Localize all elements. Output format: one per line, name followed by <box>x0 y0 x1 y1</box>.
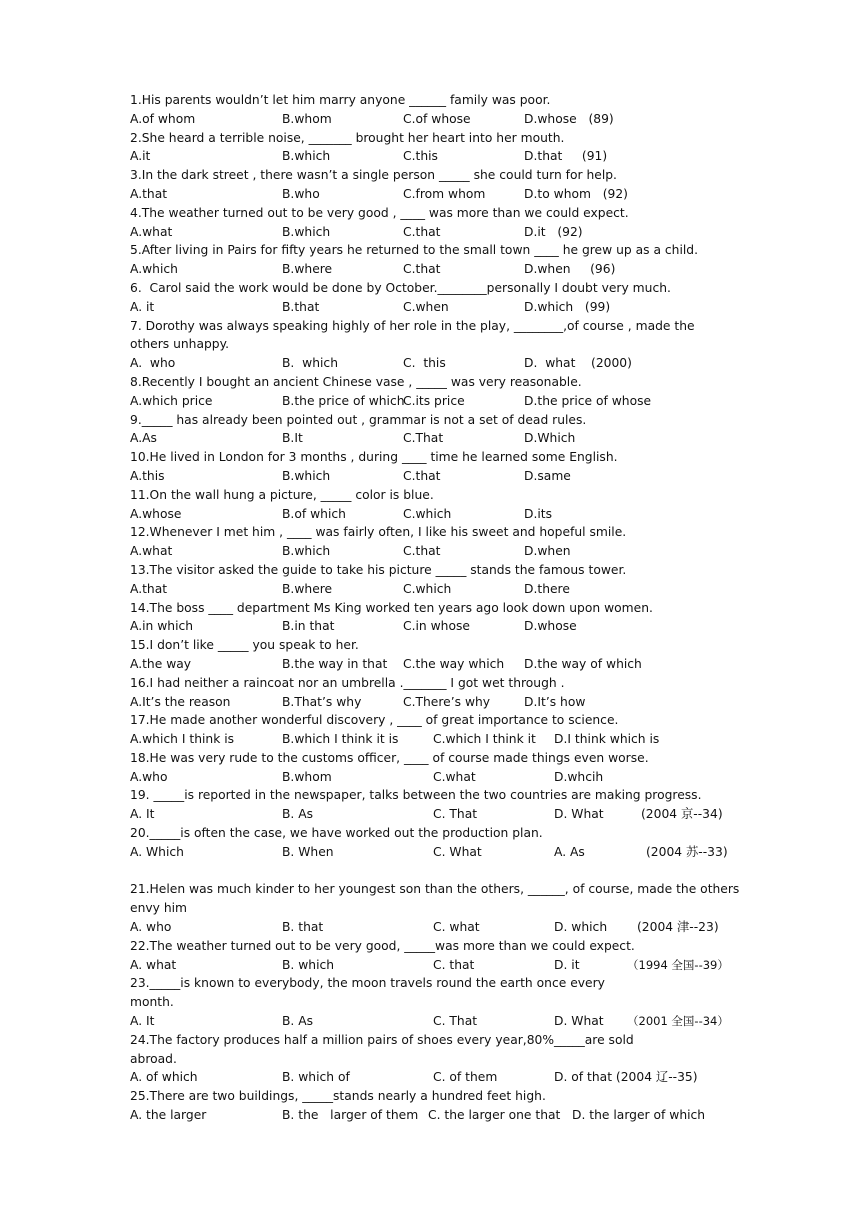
source-tag: (2004 津--23) <box>637 920 719 935</box>
option-d: D.which (99) <box>524 299 611 314</box>
question-14-text: 14.The boss ____ department Ms King worked ten years ago look down upon women. <box>130 600 653 615</box>
question-12-text: 12.Whenever I met him , ____ was fairly often, I like his sweet and hopeful smile. <box>130 525 627 540</box>
option-d: D.whose <box>524 619 577 634</box>
option-c: C.the way which <box>403 656 505 671</box>
option-b: B.where <box>282 262 333 277</box>
question-list <box>130 91 770 1125</box>
question-15-text: 15.I don’t like _____ you speak to her. <box>130 638 359 653</box>
option-d: D.same <box>524 468 571 483</box>
option-c: C. That <box>433 1014 478 1029</box>
option-d: D.to whom (92) <box>524 186 628 201</box>
question-22-options <box>130 956 770 975</box>
option-a: A.which I think is <box>130 732 235 747</box>
option-d: D.I think which is <box>554 732 660 747</box>
option-d: D. of that (2004 辽--35) <box>554 1070 698 1085</box>
option-b: B.It <box>282 431 303 446</box>
option-b: B.in that <box>282 619 335 634</box>
question-11-text: 11.On the wall hung a picture, _____ color is blue. <box>130 487 434 502</box>
option-b: B.which <box>282 224 331 239</box>
option-c: C.in whose <box>403 619 470 634</box>
question-3-text: 3.In the dark street , there wasn’t a single person _____ she could turn for help. <box>130 168 617 183</box>
option-b: B.which <box>282 544 331 559</box>
option-d: D.It’s how <box>524 694 586 709</box>
question-25-text: 25.There are two buildings, _____stands nearly a hundred feet high. <box>130 1089 546 1104</box>
question-22-text: 22.The weather turned out to be very good, _____was more than we could expect. <box>130 938 635 953</box>
question-13-text: 13.The visitor asked the guide to take his picture _____ stands the famous tower. <box>130 562 627 577</box>
question-9-options <box>130 429 770 448</box>
option-b: B. which <box>282 957 335 972</box>
question-9-text: 9._____ has already been pointed out , grammar is not a set of dead rules. <box>130 412 587 427</box>
option-a: A. it <box>130 299 155 314</box>
question-7-options <box>130 354 770 373</box>
option-a: A.which <box>130 262 178 277</box>
question-18-options <box>130 768 770 787</box>
option-b: B.whom <box>282 769 332 784</box>
question-20-text: 20._____is often the case, we have worked out the production plan. <box>130 826 543 841</box>
option-a: A.the way <box>130 656 192 671</box>
question-7-text: 7. Dorothy was always speaking highly of her role in the play, ________,of course , made the others unhappy. <box>130 318 695 352</box>
option-b: B.where <box>282 581 333 596</box>
option-a: A. the larger <box>130 1108 207 1123</box>
option-b: B.the price of which <box>282 393 405 408</box>
question-14-options <box>130 617 770 636</box>
option-d: A. As <box>554 844 585 859</box>
option-c: C.that <box>403 544 441 559</box>
option-a: A.this <box>130 468 165 483</box>
question-19-text: 19. _____is reported in the newspaper, talks between the two countries are making progress. <box>130 788 702 803</box>
option-d: D. the larger of which <box>572 1108 706 1123</box>
option-a: A. It <box>130 1014 155 1029</box>
option-c: C. that <box>433 957 475 972</box>
option-a: A. who <box>130 920 172 935</box>
option-b: B. which of <box>282 1070 350 1085</box>
question-2-options <box>130 147 770 166</box>
option-a: A.that <box>130 581 168 596</box>
option-c: C.which <box>403 581 452 596</box>
option-c: C.that <box>403 468 441 483</box>
question-25-options <box>130 1106 770 1125</box>
option-d: D. What <box>554 807 604 822</box>
option-c: C.which I think it <box>433 732 536 747</box>
question-23-options <box>130 1012 770 1031</box>
option-b: B.That’s why <box>282 694 362 709</box>
option-d: D. which <box>554 920 608 935</box>
question-11-options <box>130 505 770 524</box>
option-b: B.which I think it is <box>282 732 399 747</box>
option-c: C.its price <box>403 393 465 408</box>
question-21-options <box>130 918 770 937</box>
question-17-text: 17.He made another wonderful discovery , ____ of great importance to science. <box>130 713 619 728</box>
option-c: C.which <box>403 506 452 521</box>
option-b: B.who <box>282 186 320 201</box>
option-b: B.that <box>282 299 320 314</box>
option-b: B.whom <box>282 111 332 126</box>
spacer <box>130 862 770 881</box>
option-b: B. the larger of them <box>282 1108 419 1123</box>
question-2-text: 2.She heard a terrible noise, _______ brought her heart into her mouth. <box>130 130 565 145</box>
option-a: A.what <box>130 224 173 239</box>
option-c: C. of them <box>433 1070 498 1085</box>
question-1-options <box>130 110 770 129</box>
question-6-options <box>130 298 770 317</box>
question-8-text: 8.Recently I bought an ancient Chinese vase , _____ was very reasonable. <box>130 374 582 389</box>
option-c: C.that <box>403 262 441 277</box>
option-c: C.that <box>403 224 441 239</box>
option-a: A. Which <box>130 844 184 859</box>
option-d: D.the way of which <box>524 656 642 671</box>
option-c: C. what <box>433 920 480 935</box>
option-c: C.when <box>403 299 449 314</box>
question-15-options <box>130 655 770 674</box>
question-6-text: 6. Carol said the work would be done by October.________personally I doubt very much. <box>130 280 671 295</box>
option-c: C. this <box>403 356 446 371</box>
option-c: C. the larger one that <box>428 1108 561 1123</box>
question-20-options <box>130 843 770 862</box>
option-a: A.in which <box>130 619 194 634</box>
question-23-text: 23._____is known to everybody, the moon travels round the earth once every month. <box>130 976 605 1010</box>
option-a: A.of whom <box>130 111 196 126</box>
option-b: B.of which <box>282 506 346 521</box>
option-b: B. When <box>282 844 334 859</box>
option-d: D.there <box>524 581 570 596</box>
question-8-options <box>130 392 770 411</box>
option-d: D. it <box>554 957 580 972</box>
question-1-text: 1.His parents wouldn’t let him marry anyone ______ family was poor. <box>130 93 551 107</box>
question-3-options <box>130 185 770 204</box>
option-d: D. what (2000) <box>524 356 632 371</box>
option-b: B.the way in that <box>282 656 388 671</box>
question-12-options <box>130 542 770 561</box>
option-a: A.whose <box>130 506 182 521</box>
option-c: C. That <box>433 807 478 822</box>
option-a: A.it <box>130 149 151 164</box>
question-10-text: 10.He lived in London for 3 months , during ____ time he learned some English. <box>130 450 618 465</box>
option-d: D.it (92) <box>524 224 583 239</box>
option-b: B.which <box>282 468 331 483</box>
question-4-options <box>130 223 770 242</box>
question-5-text: 5.After living in Pairs for fifty years he returned to the small town ____ he grew up as a child. <box>130 243 698 258</box>
option-b: B. As <box>282 807 314 822</box>
question-5-options <box>130 260 770 279</box>
option-a: A. It <box>130 807 155 822</box>
question-10-options <box>130 467 770 486</box>
option-c: C.this <box>403 149 438 164</box>
question-21-text: 21.Helen was much kinder to her youngest son than the others, ______, of course, made the others envy him <box>130 882 740 916</box>
option-a: A. what <box>130 957 177 972</box>
option-d: D.whose (89) <box>524 111 614 126</box>
option-d: D.the price of whose <box>524 393 652 408</box>
option-c: C.what <box>433 769 476 784</box>
option-d: D.when (96) <box>524 262 616 277</box>
source-tag: （1994 全国--39） <box>627 957 729 972</box>
option-d: D.whcih <box>554 769 604 784</box>
option-a: A.that <box>130 186 168 201</box>
option-d: D.that (91) <box>524 149 608 164</box>
option-d: D.Which <box>524 431 576 446</box>
question-19-options <box>130 805 770 824</box>
option-a: A. who <box>130 356 176 371</box>
question-4-text: 4.The weather turned out to be very good , ____ was more than we could expect. <box>130 205 629 220</box>
source-tag: （2001 全国--34） <box>627 1014 729 1029</box>
option-c: C. What <box>433 844 482 859</box>
question-24-text: 24.The factory produces half a million pairs of shoes every year,80%_____are sold abroad. <box>130 1032 634 1066</box>
option-a: A.As <box>130 431 157 446</box>
source-tag: (2004 苏--33) <box>646 844 728 859</box>
option-a: A.what <box>130 544 173 559</box>
option-c: C.That <box>403 431 444 446</box>
question-16-options <box>130 693 770 712</box>
question-24-options <box>130 1068 770 1087</box>
option-a: A. of which <box>130 1070 198 1085</box>
question-18-text: 18.He was very rude to the customs officer, ____ of course made things even worse. <box>130 750 649 765</box>
option-d: D. What <box>554 1014 604 1029</box>
question-17-options <box>130 730 770 749</box>
option-b: B.which <box>282 149 331 164</box>
option-b: B. As <box>282 1014 314 1029</box>
option-d: D.its <box>524 506 553 521</box>
option-a: A.which price <box>130 393 213 408</box>
question-16-text: 16.I had neither a raincoat nor an umbrella ._______ I got wet through . <box>130 675 565 690</box>
option-c: C.from whom <box>403 186 486 201</box>
option-b: B. that <box>282 920 324 935</box>
option-d: D.when <box>524 544 571 559</box>
option-a: A.who <box>130 769 168 784</box>
option-b: B. which <box>282 356 338 371</box>
option-c: C.of whose <box>403 111 471 126</box>
source-tag: (2004 京--34) <box>641 807 723 822</box>
question-13-options <box>130 580 770 599</box>
option-a: A.It’s the reason <box>130 694 231 709</box>
option-c: C.There’s why <box>403 694 491 709</box>
